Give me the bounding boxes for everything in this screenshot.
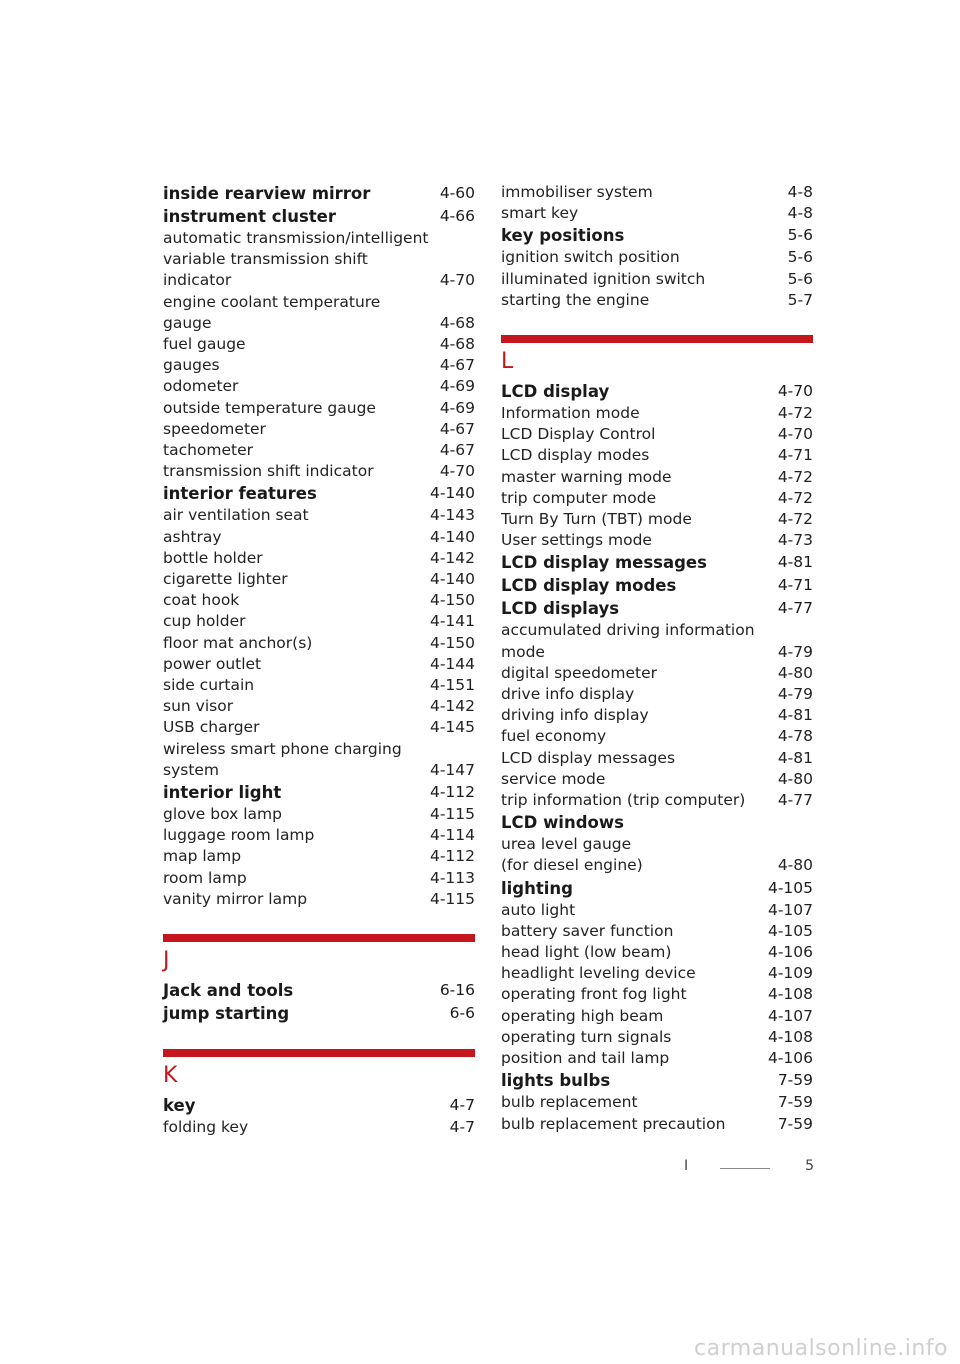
entry-term: battery saver function (501, 921, 674, 940)
index-subentry-outside-temperature-gauge (163, 398, 475, 419)
index-subentry-position-and-tail-lamp (501, 1048, 813, 1069)
entry-page-ref: 4-114 (429, 826, 475, 845)
index-subentry-turn-by-turn-tbt-mode (501, 509, 813, 530)
entry-term: Jack and tools (163, 981, 294, 1001)
index-subentry-speedometer (163, 419, 475, 440)
entry-page-ref: 4-105 (767, 878, 813, 897)
section-divider-bar (163, 934, 475, 942)
entry-term: map lamp (163, 847, 242, 866)
entry-term: Information mode (501, 404, 640, 423)
entry-term: coat hook (163, 591, 240, 610)
watermark: carmanualsonline.info (694, 1336, 948, 1361)
entry-term: bulb replacement (501, 1093, 638, 1112)
index-heading-lcd-displays (501, 597, 813, 620)
entry-term: LCD display (501, 382, 610, 402)
entry-term: driving info display (501, 706, 649, 725)
entry-term: instrument cluster (163, 207, 336, 226)
index-heading-lcd-display-modes (501, 574, 813, 597)
entry-term: position and tail lamp (501, 1049, 670, 1068)
entry-term: headlight leveling device (501, 964, 696, 983)
index-heading-interior-features (163, 482, 475, 505)
entry-term: LCD display modes (501, 446, 650, 465)
index-subentry-folding-key (163, 1117, 475, 1138)
entry-page-ref: 4-140 (429, 570, 475, 589)
entry-term: transmission shift indicator (163, 462, 374, 481)
entry-term: ashtray (163, 527, 222, 546)
entry-page-ref: 4-8 (787, 204, 813, 223)
index-subentry-trip-information-trip-computer (501, 790, 813, 811)
entry-term: bulb replacement precaution (501, 1114, 726, 1133)
entry-page-ref: 4-81 (777, 748, 813, 767)
entry-term: outside temperature gauge (163, 398, 376, 417)
entry-page-ref: 5-6 (787, 248, 813, 267)
index-subentry-transmission-shift-indicator (163, 461, 475, 482)
entry-page-ref: 4-80 (777, 856, 813, 875)
entry-term: fuel economy (501, 727, 607, 746)
entry-page-ref: 4-67 (439, 356, 475, 375)
entry-term: interior light (163, 783, 282, 803)
entry-page-ref: 4-107 (767, 900, 813, 919)
entry-page-ref: 4-80 (777, 663, 813, 682)
entry-term: cigarette lighter (163, 570, 288, 589)
entry-term: key positions (501, 226, 625, 246)
entry-page-ref: 4-71 (777, 576, 813, 595)
entry-term: starting the engine (501, 290, 650, 309)
index-heading-jack-and-tools (163, 979, 475, 1002)
index-subentry-operating-front-fog-light (501, 984, 813, 1005)
entry-term: sun visor (163, 697, 234, 716)
index-subentry-floor-mat-anchor-s (163, 633, 475, 654)
entry-page-ref: 5-7 (787, 290, 813, 309)
entry-page-ref: 4-141 (429, 612, 475, 631)
entry-page-ref: 4-72 (777, 488, 813, 507)
entry-term: bottle holder (163, 548, 263, 567)
entry-page-ref: 4-79 (777, 685, 813, 704)
index-heading-interior-light (163, 781, 475, 804)
index-subentry-information-mode (501, 403, 813, 424)
entry-term: floor mat anchor(s) (163, 633, 313, 652)
entry-term: master warning mode (501, 467, 672, 486)
index-subentry-illuminated-ignition-switch (501, 269, 813, 290)
entry-page-ref: 4-112 (429, 783, 475, 802)
index-heading-lcd-display (501, 380, 813, 403)
entry-term: folding key (163, 1118, 249, 1137)
entry-page-ref: 7-59 (777, 1114, 813, 1133)
entry-term: LCD display modes (501, 576, 677, 596)
index-subentry-head-light-low-beam (501, 942, 813, 963)
index-subentry-fuel-economy (501, 726, 813, 747)
entry-page-ref: 4-7 (449, 1096, 475, 1115)
index-subentry-master-warning-mode (501, 467, 813, 488)
index-subentry-smart-key (501, 203, 813, 224)
entry-term: odometer (163, 377, 239, 396)
index-subentry-driving-info-display (501, 705, 813, 726)
entry-term: luggage room lamp (163, 826, 315, 845)
entry-term: gauges (163, 356, 220, 375)
entry-page-ref: 4-70 (777, 382, 813, 401)
entry-term: ignition switch position (501, 248, 680, 267)
index-subentry-odometer (163, 376, 475, 397)
entry-page-ref: 4-67 (439, 419, 475, 438)
entry-term: immobiliser system (501, 183, 653, 201)
page-footer (684, 1158, 814, 1180)
entry-term: automatic transmission/intelligent variable transmission shift indicator (163, 229, 429, 290)
section-letter: L (501, 349, 514, 375)
entry-term: accumulated driving information mode (501, 621, 755, 661)
section-letter: K (163, 1063, 178, 1089)
footer-divider (720, 1168, 770, 1169)
index-subentry-air-ventilation-seat (163, 505, 475, 526)
entry-page-ref: 4-113 (429, 868, 475, 887)
index-subentry-trip-computer-mode (501, 488, 813, 509)
index-subentry-tachometer (163, 440, 475, 461)
entry-page-ref: 4-140 (429, 484, 475, 503)
entry-page-ref: 4-109 (767, 964, 813, 983)
entry-page-ref: 4-77 (777, 791, 813, 810)
index-subentry-service-mode (501, 769, 813, 790)
entry-term: LCD displays (501, 599, 620, 619)
entry-page-ref: 4-143 (429, 506, 475, 525)
entry-term: LCD display messages (501, 553, 707, 573)
entry-page-ref: 4-150 (429, 633, 475, 652)
entry-page-ref: 4-112 (429, 847, 475, 866)
index-subentry-engine-coolant-temperature-gauge (163, 292, 475, 334)
entry-page-ref: 4-79 (777, 642, 813, 661)
entry-page-ref: 4-142 (429, 548, 475, 567)
index-heading-inside-rearview-mirror (163, 182, 475, 205)
entry-term: operating turn signals (501, 1027, 672, 1046)
index-subentry-lcd-display-modes (501, 445, 813, 466)
entry-page-ref: 4-140 (429, 527, 475, 546)
index-column-left (163, 182, 475, 1138)
entry-term: key (163, 1096, 196, 1116)
entry-term: illuminated ignition switch (501, 269, 706, 288)
entry-term: jump starting (163, 1004, 290, 1024)
entry-term: speedometer (163, 419, 266, 438)
entry-page-ref: 4-69 (439, 377, 475, 396)
entry-page-ref: 4-67 (439, 441, 475, 460)
entry-term: fuel gauge (163, 335, 246, 354)
footer-section-label: I (684, 1158, 689, 1174)
entry-page-ref: 7-59 (777, 1093, 813, 1112)
entry-page-ref: 4-80 (777, 769, 813, 788)
index-heading-key-positions (501, 224, 813, 247)
entry-page-ref: 4-115 (429, 805, 475, 824)
index-heading-key (163, 1094, 475, 1117)
entry-term: trip information (trip computer) (501, 791, 746, 810)
index-subentry-cup-holder (163, 611, 475, 632)
index-subentry-luggage-room-lamp (163, 825, 475, 846)
entry-term: smart key (501, 204, 579, 223)
index-subentry-immobiliser-system (501, 182, 813, 203)
entry-page-ref: 4-68 (439, 335, 475, 354)
index-heading-instrument-cluster (163, 205, 475, 228)
entry-page-ref: 4-70 (777, 425, 813, 444)
index-heading-lcd-windows (501, 811, 813, 834)
entry-page-ref: 4-106 (767, 943, 813, 962)
entry-term: tachometer (163, 441, 254, 460)
index-subentry-user-settings-mode (501, 530, 813, 551)
entry-page-ref: 4-70 (439, 271, 475, 290)
index-subentry-battery-saver-function (501, 921, 813, 942)
page-number: 5 (805, 1158, 814, 1174)
index-subentry-sun-visor (163, 696, 475, 717)
entry-page-ref: 4-151 (429, 676, 475, 695)
index-subentry-ignition-switch-position (501, 247, 813, 268)
index-subentry-cigarette-lighter (163, 569, 475, 590)
index-subentry-auto-light (501, 900, 813, 921)
entry-page-ref: 4-60 (439, 184, 475, 202)
section-divider-bar (163, 1049, 475, 1057)
entry-term: lighting (501, 878, 573, 898)
index-subentry-drive-info-display (501, 684, 813, 705)
entry-page-ref: 4-81 (777, 553, 813, 572)
index-subentry-glove-box-lamp (163, 804, 475, 825)
entry-term: room lamp (163, 868, 247, 887)
entry-page-ref: 4-72 (777, 404, 813, 423)
index-subentry-power-outlet (163, 654, 475, 675)
entry-page-ref: 4-107 (767, 1006, 813, 1025)
index-subentry-map-lamp (163, 846, 475, 867)
entry-page-ref: 4-7 (449, 1118, 475, 1137)
index-subentry-side-curtain (163, 675, 475, 696)
entry-page-ref: 4-71 (777, 446, 813, 465)
entry-page-ref: 4-66 (439, 207, 475, 225)
entry-page-ref: 4-68 (439, 313, 475, 332)
entry-page-ref: 4-108 (767, 985, 813, 1004)
entry-page-ref: 5-6 (787, 226, 813, 245)
entry-term: engine coolant temperature gauge (163, 292, 381, 332)
entry-page-ref: 4-72 (777, 510, 813, 529)
entry-page-ref: 4-144 (429, 654, 475, 673)
entry-page-ref: 4-145 (429, 718, 475, 737)
entry-term: auto light (501, 900, 576, 919)
index-heading-lights-bulbs (501, 1069, 813, 1092)
entry-term: LCD Display Control (501, 425, 656, 444)
index-subentry-urea-level-gauge-for-diesel-engine (501, 834, 813, 876)
entry-page-ref: 6-16 (439, 981, 475, 1000)
entry-page-ref: 4-142 (429, 697, 475, 716)
index-subentry-accumulated-driving-information-mode (501, 620, 813, 662)
entry-term: glove box lamp (163, 805, 282, 824)
entry-page-ref: 4-70 (439, 462, 475, 481)
index-subentry-bulb-replacement (501, 1092, 813, 1113)
entry-term: LCD windows (501, 813, 624, 833)
entry-term: operating front fog light (501, 985, 687, 1004)
index-subentry-lcd-display-control (501, 424, 813, 445)
index-heading-jump-starting (163, 1002, 475, 1025)
index-subentry-fuel-gauge (163, 334, 475, 355)
entry-page-ref: 6-6 (449, 1004, 475, 1023)
entry-page-ref: 5-6 (787, 269, 813, 288)
entry-page-ref: 4-69 (439, 398, 475, 417)
entry-page-ref: 4-78 (777, 727, 813, 746)
entry-page-ref: 7-59 (777, 1071, 813, 1090)
entry-page-ref: 4-115 (429, 889, 475, 908)
entry-term: digital speedometer (501, 663, 658, 682)
index-subentry-digital-speedometer (501, 663, 813, 684)
entry-term: User settings mode (501, 531, 652, 550)
entry-page-ref: 4-77 (777, 599, 813, 618)
index-subentry-wireless-smart-phone-charging-system (163, 739, 475, 781)
index-subentry-coat-hook (163, 590, 475, 611)
index-column-right (501, 182, 813, 1135)
section-divider-bar (501, 335, 813, 343)
index-subentry-bulb-replacement-precaution (501, 1114, 813, 1135)
entry-term: drive info display (501, 685, 635, 704)
index-subentry-headlight-leveling-device (501, 963, 813, 984)
entry-term: operating high beam (501, 1006, 664, 1025)
index-subentry-operating-high-beam (501, 1006, 813, 1027)
section-letter: J (163, 948, 170, 974)
index-subentry-lcd-display-messages (501, 748, 813, 769)
entry-page-ref: 4-106 (767, 1049, 813, 1068)
entry-page-ref: 4-72 (777, 467, 813, 486)
entry-term: trip computer mode (501, 488, 657, 507)
index-heading-lighting (501, 877, 813, 900)
entry-term: side curtain (163, 676, 255, 695)
entry-page-ref: 4-147 (429, 760, 475, 779)
entry-page-ref: 4-150 (429, 591, 475, 610)
entry-term: air ventilation seat (163, 506, 309, 525)
entry-term: inside rearview mirror (163, 184, 371, 203)
entry-term: Turn By Turn (TBT) mode (501, 510, 692, 529)
index-subentry-operating-turn-signals (501, 1027, 813, 1048)
index-subentry-room-lamp (163, 868, 475, 889)
index-subentry-automatic-transmission-intelligent-variable-transmission-shift-indicator (163, 228, 475, 292)
entry-term: head light (low beam) (501, 943, 672, 962)
index-subentry-starting-the-engine (501, 290, 813, 311)
index-subentry-gauges (163, 355, 475, 376)
index-subentry-ashtray (163, 527, 475, 548)
entry-term: cup holder (163, 612, 246, 631)
entry-term: interior features (163, 484, 317, 504)
entry-page-ref: 4-81 (777, 706, 813, 725)
entry-page-ref: 4-8 (787, 183, 813, 201)
entry-term: vanity mirror lamp (163, 889, 308, 908)
entry-term: lights bulbs (501, 1071, 611, 1091)
entry-term: LCD display messages (501, 748, 676, 767)
entry-term: service mode (501, 769, 606, 788)
index-subentry-bottle-holder (163, 548, 475, 569)
index-heading-lcd-display-messages (501, 551, 813, 574)
entry-page-ref: 4-108 (767, 1027, 813, 1046)
entry-term: wireless smart phone charging system (163, 739, 402, 779)
index-subentry-vanity-mirror-lamp (163, 889, 475, 910)
entry-page-ref: 4-105 (767, 921, 813, 940)
entry-term: urea level gauge (for diesel engine) (501, 835, 643, 875)
index-subentry-usb-charger (163, 717, 475, 738)
entry-term: USB charger (163, 718, 260, 737)
entry-term: power outlet (163, 654, 262, 673)
entry-page-ref: 4-73 (777, 531, 813, 550)
